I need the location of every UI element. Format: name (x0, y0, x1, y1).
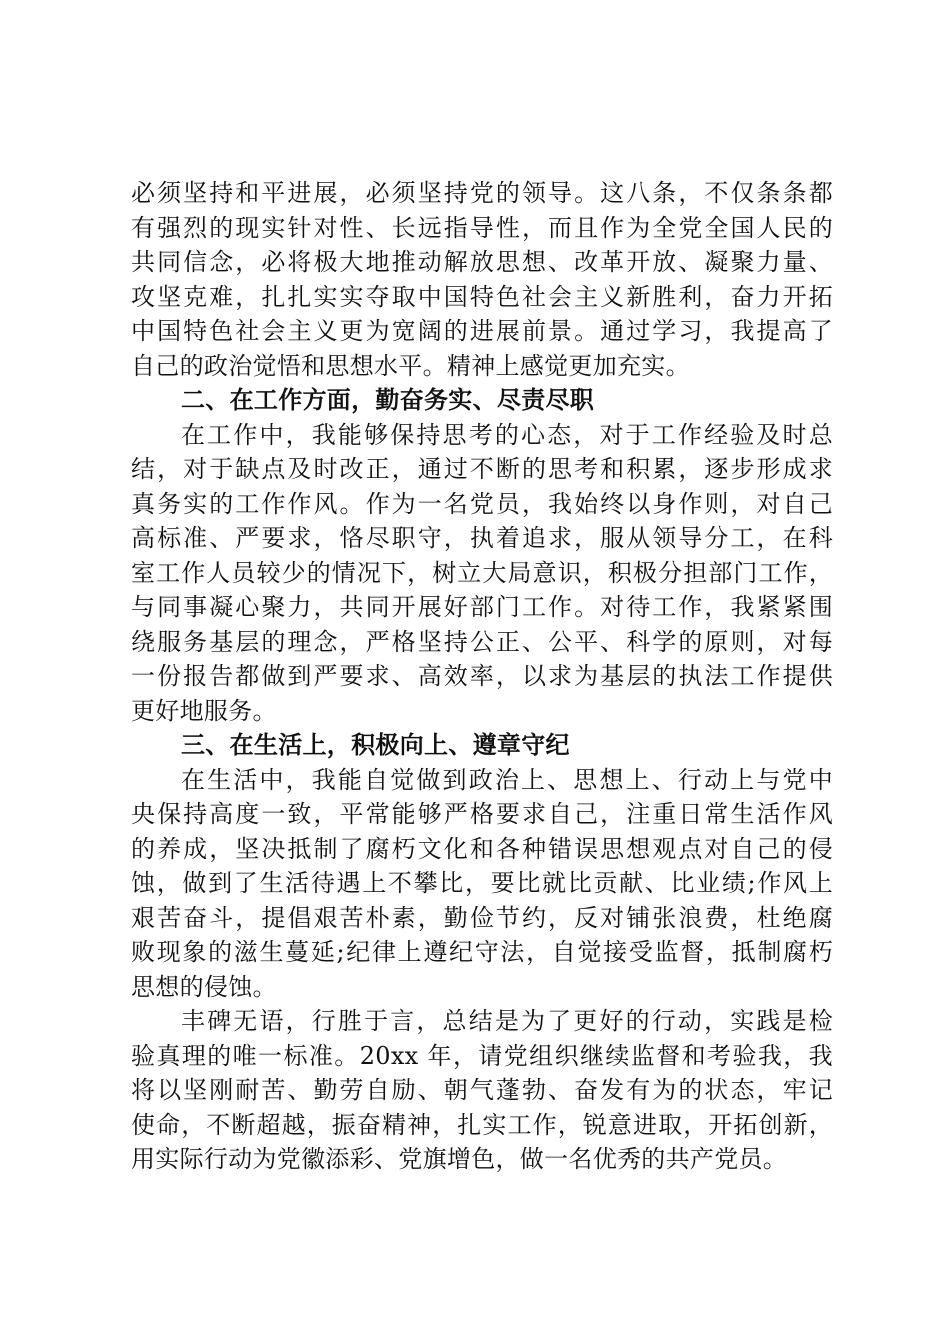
text-line: 将以坚刚耐苦、勤劳自励、朝气蓬勃、奋发有为的状态，牢记 (131, 1076, 833, 1104)
text-line: 验真理的唯一标准。20xx 年，请党组织继续监督和考验我，我 (131, 1041, 833, 1070)
paragraph-closing (131, 1004, 833, 1177)
text-line: 更好地服务。 (131, 696, 277, 725)
text-line: 与同事凝心聚力，共同开展好部门工作。对待工作，我紧紧围 (131, 593, 833, 621)
paragraph-life (131, 763, 833, 1005)
section-heading-life: 三、在生活上，积极向上、遵章守纪 (181, 731, 570, 759)
text-line: 攻坚克难，扎扎实实夺取中国特色社会主义新胜利，奋力开拓 (131, 282, 833, 311)
text-line: 共同信念，必将极大地推动解放思想、改革开放、凝聚力量、 (131, 248, 833, 276)
text-line: 中国特色社会主义更为宽阔的进展前景。通过学习，我提高了 (131, 317, 833, 345)
text-line: 用实际行动为党徽添彩、党旗增色，做一名优秀的共产党员。 (131, 1145, 788, 1173)
section-heading-work: 二、在工作方面，勤奋务实、尽责尽职 (181, 386, 595, 414)
text-line: 在生活中，我能自觉做到政治上、思想上、行动上与党中 (181, 765, 833, 794)
text-line: 高标准、严要求，恪尽职守，执着追求，服从领导分工，在科 (131, 524, 833, 552)
text-line: 败现象的滋生蔓延;纪律上遵纪守法，自觉接受监督，抵制腐朽 (131, 938, 833, 966)
text-line: 蚀，做到了生活待遇上不攀比，要比就比贡献、比业绩;作风上 (131, 869, 833, 897)
text-line: 央保持高度一致，平常能够严格要求自己，注重日常生活作风 (131, 800, 833, 828)
document-body (131, 176, 833, 1177)
text-line: 有强烈的现实针对性、长远指导性，而且作为全党全国人民的 (131, 213, 833, 242)
text-line: 绕服务基层的理念，严格坚持公正、公平、科学的原则，对每 (131, 627, 833, 656)
text-line: 艰苦奋斗，提倡艰苦朴素，勤俭节约，反对铺张浪费，杜绝腐 (131, 903, 833, 932)
text-line: 必须坚持和平进展，必须坚持党的领导。这八条，不仅条条都 (131, 179, 833, 207)
text-line: 自己的政治觉悟和思想水平。精神上感觉更加充实。 (131, 351, 690, 380)
text-line: 结，对于缺点及时改正，通过不断的思考和积累，逐步形成求 (131, 455, 833, 483)
text-line: 丰碑无语，行胜于言，总结是为了更好的行动，实践是检 (181, 1007, 833, 1035)
text-line: 思想的侵蚀。 (131, 972, 277, 1001)
text-line: 真务实的工作作风。作为一名党员，我始终以身作则，对自己 (131, 489, 833, 518)
text-line: 的养成，坚决抵制了腐朽文化和各种错误思想观点对自己的侵 (131, 834, 833, 863)
text-line: 在工作中，我能够保持思考的心态，对于工作经验及时总 (181, 420, 833, 449)
paragraph-intro-end (131, 176, 833, 383)
text-line: 一份报告都做到严要求、高效率，以求为基层的执法工作提供 (131, 662, 833, 690)
text-line: 使命，不断超越，振奋精神，扎实工作，锐意进取，开拓创新， (131, 1110, 833, 1139)
text-line: 室工作人员较少的情况下，树立大局意识，积极分担部门工作， (131, 558, 833, 587)
paragraph-work (131, 418, 833, 729)
